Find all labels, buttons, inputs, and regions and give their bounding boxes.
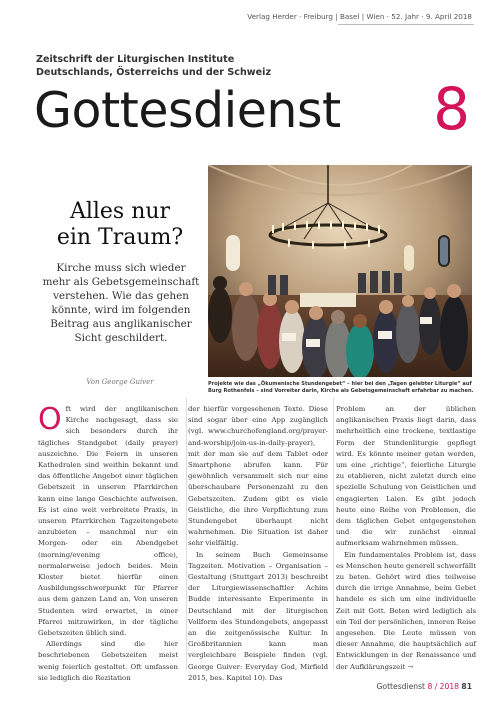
column-divider-1	[186, 398, 187, 670]
continue-arrow-icon: →	[407, 662, 414, 671]
article-byline: Von George Guiver	[86, 378, 154, 386]
drop-cap: O	[38, 402, 62, 437]
footer-journal: Gottesdienst	[376, 682, 426, 691]
journal-title: Gottesdienst	[34, 82, 341, 139]
page-number: 81	[461, 682, 472, 691]
text-column-1	[38, 404, 178, 684]
headline-line-2: ein Traum?	[56, 225, 184, 251]
paragraph	[336, 550, 476, 673]
paragraph: Problem an der üblichen anglikanischen Praxis liegt darin, dass mehrheitlich eine trockene, textlastige Form der Stundenliturgie gepflegt wird. Es könnte meiner getan werden, um eine „richtige“, feierliche Liturgie zu etablieren, nicht zuletzt durch eine spezielle Schulung von Geistlichen und engagierten Laien. Es gibt jedoch heute eine Reihe von Problemen, die dem täglichen Gebet entgegenstehen und die wir zunächst einmal aufmerksam wahrnehmen müssen.	[336, 405, 476, 548]
text-column-3	[336, 404, 476, 673]
subtitle-line-1: Zeitschrift der Liturgischen Institute	[36, 54, 235, 65]
paragraph	[38, 404, 178, 639]
article-headline	[40, 199, 200, 252]
page-footer: Gottesdienst 8 / 2018 81	[376, 682, 472, 691]
paragraph-text: Ein fundamentales Problem ist, dass es Menschen heute generell schwerfällt zu beten. Gehört wird dies teilweise durch die irrige Annahme, beim Gebet handele es sich um eine individuelle Zeit mit Gott. Beten wird lediglich als ein Teil der persönlichen, inneren Reise angesehen. Die Leute müssen von dieser Annahme, die hauptsächlich auf Entwicklungen in der Renaissance und der Aufklärungszeit	[336, 550, 476, 671]
paragraph: Allerdings sind die hier beschriebenen Gebetszeiten meist wenig feierlich gestaltet. Oft umfassen sie lediglich die Rezitation	[38, 640, 178, 682]
text-column-2	[188, 404, 328, 684]
photo-caption: Projekte wie das „Ökumenische Stundengebet“ – hier bei den „Tagen gelebter Liturgie“ auf Burg Rothenfels – sind Vorreiter darin, Kirche als Gebetsgemeinschaft erfahrbar zu machen.	[208, 381, 474, 395]
paragraph: In seinem Buch Gemeinsame Tagzeiten. Motivation – Organisation – Gestaltung (Stuttgart 2013) beschreibt der Liturgiewissenschaftler Achim Budde interessante Experimente in Deutschland mit der liturgischen Vollform des Stundengebets, angepasst an die zeitgenössische Kultur. In Großbritannien kann man vergleichbare Beispiele finden (vgl. George Guiver: Everyday God, Mirfield 2015, bes. Kapitel 10). Das	[188, 550, 328, 682]
subtitle-line-2: Deutschlands, Österreichs und der Schweiz	[36, 67, 272, 78]
headline-line-1: Alles nur	[69, 199, 171, 224]
footer-issue: 8	[427, 682, 433, 691]
issue-number: 8	[433, 75, 470, 143]
column-divider-2	[333, 398, 334, 670]
header-rule	[338, 24, 474, 25]
paragraph-text: ft wird der anglikanischen Kirche nachgesagt, dass sie sich besonders durch ihr tägliches Standgebet (daily prayer) auszeichne. Die Feiern in unseren Kathedralen sind weithin bekannt und das öffentliche Angebot einer täglichen Gebetszeit in unseren Pfarrkirchen kann eine lange Geschichte aufweisen. Es ist eine weit verbreitete Praxis, in unseren Pfarrkirchen Tagzeitengebete anzubieten – manchmal nur ein Morgen- oder ein Abendgebet (morning/evening office), normalerweise jedoch beides. Mein Kloster bietet hierfür einen Ausbildungsschwerpunkt für Pfarrer aus dem ganzen Land an. Von unseren Studenten wird erwartet, in einer Pfarrei mitzuwirken, in der tägliche Gebetszeiten üblich sind.	[38, 405, 178, 638]
footer-year: 2018	[439, 682, 459, 691]
article-deck: Kirche muss sich wieder mehr als Gebetsgemeinschaft verstehen. Wie das gehen könnte, wird im folgenden Beitrag aus anglikanischer Sicht geschildert.	[42, 262, 200, 344]
paragraph: der hierfür vorgesehenen Texte. Diese sind sogar über eine App zugänglich (vgl. www.churchofengland.org/prayer-and-worship/join-us-in-daily-prayer), mit der man sie auf dem Tablet oder Smartphone abrufen kann. Für gewöhnlich versammelt sich nur eine überschaubare Personenzahl zu den Gebetszeiten. Zudem gibt es viele Geistliche, die ihre Verpflichtung zum Stundengebet überhaupt nicht wahrnehmen. Die Situation ist daher sehr vielfältig.	[188, 405, 328, 548]
article-photo	[208, 165, 472, 377]
publisher-meta: Verlag Herder · Freiburg | Basel | Wien · 52. Jahr · 9. April 2018	[247, 12, 472, 21]
